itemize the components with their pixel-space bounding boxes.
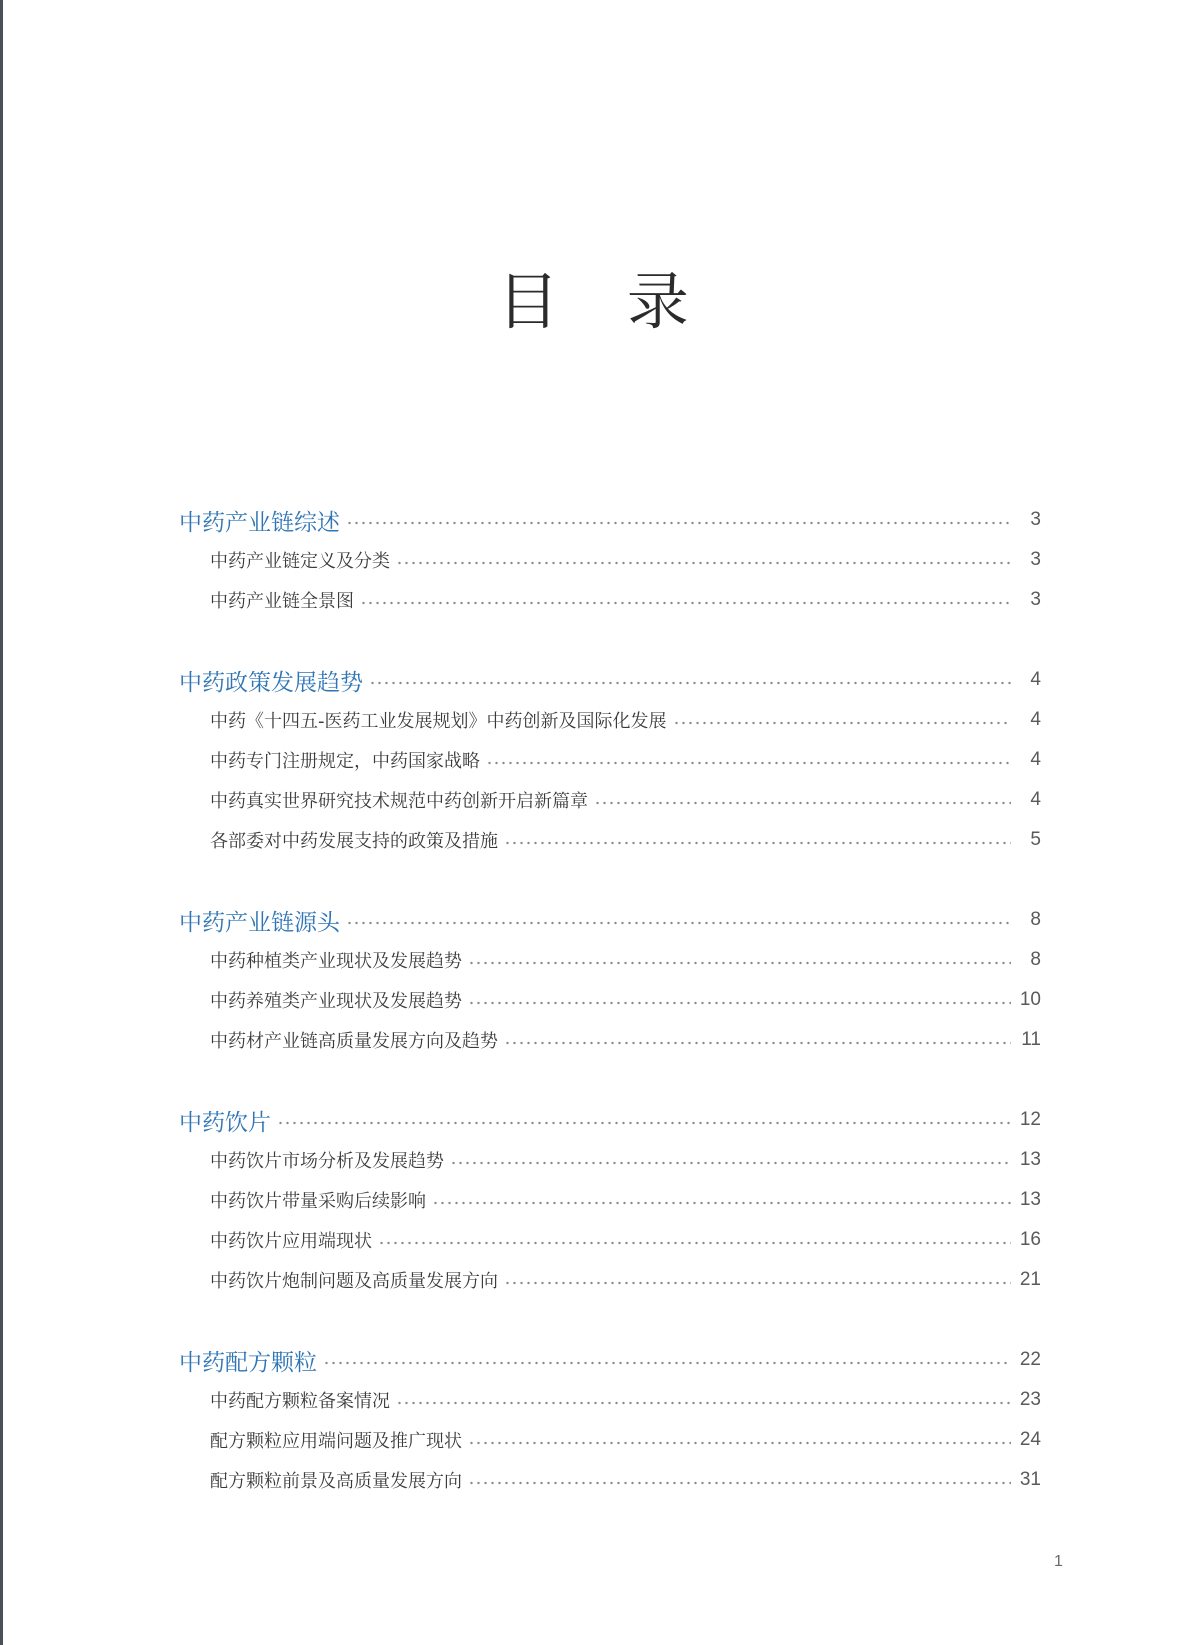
dot-leader [369,680,1011,686]
toc-section [179,900,1041,1060]
dot-leader [378,1240,1011,1246]
dot-leader [504,1280,1011,1286]
toc-page-number: 10 [1019,989,1041,1010]
toc-entry[interactable] [179,1220,1041,1260]
dot-leader [432,1200,1011,1206]
toc-page-number: 24 [1019,1429,1041,1450]
toc-page-number: 13 [1019,1149,1041,1170]
dot-leader [504,840,1011,846]
toc-entry-title: 中药配方颗粒备案情况 [210,1391,390,1412]
toc-section-title: 中药政策发展趋势 [179,669,363,696]
toc-entry[interactable] [179,940,1041,980]
page-title: 目 录 [497,265,693,338]
toc-page-number: 12 [1019,1109,1041,1130]
dot-leader [450,1160,1011,1166]
dot-leader [396,1400,1011,1406]
toc-section-heading[interactable] [179,500,1041,540]
toc-entry-title: 中药专门注册规定，中药国家战略 [210,751,480,772]
dot-leader [673,720,1012,726]
toc-entry[interactable] [179,1180,1041,1220]
toc-section [179,1340,1041,1500]
toc-page-number: 8 [1030,909,1041,930]
toc-page-number: 31 [1019,1469,1041,1490]
toc-page-number: 16 [1019,1229,1041,1250]
toc-entry[interactable] [179,740,1041,780]
dot-leader [277,1120,1011,1126]
toc-entry-title: 中药种植类产业现状及发展趋势 [210,951,462,972]
toc-entry[interactable] [179,1260,1041,1300]
toc-page-number: 5 [1030,829,1041,850]
dot-leader [323,1360,1011,1366]
toc-page-number: 8 [1030,949,1041,970]
toc-section-heading[interactable] [179,900,1041,940]
toc-entry-title: 中药饮片应用端现状 [210,1231,372,1252]
page-left-edge [0,0,3,1645]
toc-entry-title: 中药养殖类产业现状及发展趋势 [210,991,462,1012]
dot-leader [468,960,1011,966]
toc-page-number: 3 [1030,509,1041,530]
toc-section-heading[interactable] [179,1340,1041,1380]
toc-page-number: 3 [1030,589,1041,610]
toc-page-number: 13 [1019,1189,1041,1210]
toc-page-number: 11 [1021,1029,1041,1050]
toc-section-title: 中药饮片 [179,1109,271,1136]
toc-entry-title: 配方颗粒前景及高质量发展方向 [210,1471,462,1492]
toc-section-title: 中药产业链源头 [179,909,340,936]
toc-entry-title: 配方颗粒应用端问题及推广现状 [210,1431,462,1452]
toc-section-title: 中药产业链综述 [179,509,340,536]
toc-entry[interactable] [179,820,1041,860]
toc-page-number: 4 [1030,669,1041,690]
dot-leader [594,800,1011,806]
toc-entry[interactable] [179,1140,1041,1180]
toc-page-number: 23 [1019,1389,1041,1410]
toc-entry-title: 中药产业链全景图 [210,591,354,612]
toc-section [179,660,1041,860]
toc-entry[interactable] [179,980,1041,1020]
toc-entry-title: 中药产业链定义及分类 [210,551,390,572]
toc-entry[interactable] [179,1380,1041,1420]
toc-entry[interactable] [179,1020,1041,1060]
toc-entry-title: 中药饮片炮制问题及高质量发展方向 [210,1271,498,1292]
toc-section-heading[interactable] [179,660,1041,700]
toc-page-number: 4 [1030,789,1041,810]
toc-entry-title: 中药饮片市场分析及发展趋势 [210,1151,444,1172]
toc-entry[interactable] [179,580,1041,620]
toc-entry[interactable] [179,700,1041,740]
toc-section-heading[interactable] [179,1100,1041,1140]
toc-entry-title: 中药《十四五-医药工业发展规划》中药创新及国际化发展 [210,711,667,732]
toc-entry[interactable] [179,1420,1041,1460]
table-of-contents [179,500,1041,1500]
dot-leader [468,1440,1011,1446]
toc-entry[interactable] [179,540,1041,580]
dot-leader [504,1040,1011,1046]
toc-page-number: 21 [1019,1269,1041,1290]
toc-entry-title: 中药真实世界研究技术规范中药创新开启新篇章 [210,791,588,812]
toc-entry-title: 各部委对中药发展支持的政策及措施 [210,831,498,852]
toc-section-title: 中药配方颗粒 [179,1349,317,1376]
dot-leader [346,520,1011,526]
dot-leader [486,760,1011,766]
dot-leader [346,920,1011,926]
toc-page-number: 4 [1030,709,1041,730]
dot-leader [468,1480,1011,1486]
dot-leader [360,600,1011,606]
toc-entry[interactable] [179,1460,1041,1500]
dot-leader [396,560,1011,566]
toc-entry-title: 中药材产业链高质量发展方向及趋势 [210,1031,498,1052]
toc-page-number: 22 [1019,1349,1041,1370]
toc-page-number: 3 [1030,549,1041,570]
toc-entry[interactable] [179,780,1041,820]
toc-section [179,1100,1041,1300]
toc-page-number: 4 [1030,749,1041,770]
page-number: 1 [1054,1553,1063,1570]
toc-entry-title: 中药饮片带量采购后续影响 [210,1191,426,1212]
dot-leader [468,1000,1011,1006]
toc-section [179,500,1041,620]
